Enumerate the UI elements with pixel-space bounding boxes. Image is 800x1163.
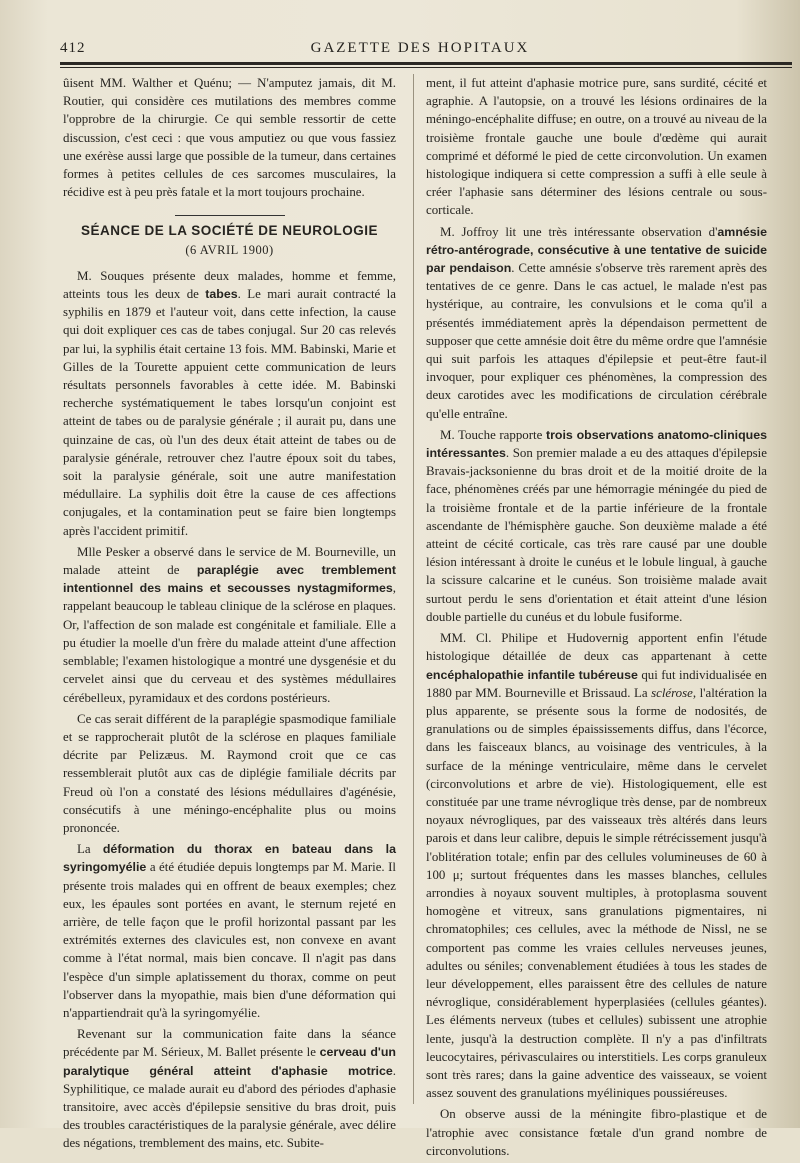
paragraph: On observe aussi de la méningite fibro-plastique et de l'atrophie avec consistance fœtale d'un grand nombre de circonvolutions. [426, 1107, 767, 1158]
text-run: MM. Cl. Philipe et Hudovernig apportent enfin l'étude histologique détaillée de deux cas appartenant à cette [426, 631, 767, 664]
keyword: cerveau d'un paralytique général atteint d'aphasie motrice [63, 1045, 396, 1078]
paragraph [426, 629, 767, 1102]
paragraph [426, 223, 767, 423]
column-divider [413, 74, 414, 1104]
text-run: , l'altération la plus apparente, se présente sous la forme de nodosités, de granulations ou de simples épaississements diffus, dans l'écorce, dans les faisceaux blancs, au voisinage des ventricules, à la surface de la méninge ventriculaire, même dans le cervelet (circonvolutions et arbre de vie). Histologiquement, elle est constituée par une trame névroglique très dense, par de nombreux noyaux névrogliques, par des vaisseaux très altérés dans leurs parois et dans leur calibre, depuis le simple rétrécissement jusqu'à l'oblitération totale; enfin par des cellules volumineuses de 60 à 100 μ; surtout fréquentes dans les masses blanches, cellules arrondies à noyaux souvent multiples, à protoplasma souvent homogène et vitreux, sans granulations pigmentaires, ni chromatophiles; ces cellules, avec la méthode de Nissl, ne se comportent pas comme les vraies cellules nerveuses jeunes, adultes ou séniles; convenablement étudiées à tous les stades de leur développement, elles paraissent être des cellules de nature névroglique, considérablement hyperplasiées (cellules géantes). Les éléments nerveux (tubes et cellules) subissent une atrophie lente, jusqu'à la destruction complète. Il n'y a pas d'infiltrats leucocytaires, périvasculaires ou interstitiels. Les corps granuleux sont très rares; dans la gaine adventice des vaisseaux, se voient assez souvent des granulations myéliniques poussiéreuses. [426, 685, 767, 1101]
text-run: , rappelant beaucoup le tableau clinique de la sclérose en plaques. Or, l'affection de son malade est congénitale et familiale. Elle a pu étudier la moelle d'un frère du malade atteint d'une affection semblable; l'examen histologique a montré une dysgenésie et du cervelet ainsi que du cerveau et des systèmes médullaires cérébelleux, pyramidaux et des cordons postérieurs. [63, 581, 396, 705]
keyword: tabes [205, 287, 238, 302]
text-run: La [77, 842, 103, 857]
text-run: . Son premier malade a eu des attaques d'épilepsie Bravais-jacksonienne du bras droit et de la moitié droite de la face, phénomènes créés par une hémorragie méningée du pied de la troisième frontale et de la partie inférieure de la frontale ascendante de l'hémisphère gauche. Son deuxième malade a été atteint de cécité corticale, cas très rare causé par une double lésion intéressant à droite le cunéus et le lobule lingual, à gauche la scissure calcarine et le cunéus. Son troisième malade avait surtout perdu le sens d'orientation et était atteint d'une lésion double partielle du cunéus et du lobule fusiforme. [426, 446, 767, 624]
text-run: M. Joffroy lit une très intéressante observation d' [440, 224, 718, 239]
left-column [63, 74, 396, 1156]
text-run: M. Touche rapporte [440, 427, 546, 442]
header-rule-thick [60, 62, 792, 65]
paragraph [426, 426, 767, 626]
section-date: (6 AVRIL 1900) [185, 242, 274, 257]
keyword: trois observations anatomo-cliniques intéressantes [426, 427, 767, 461]
section-divider [175, 215, 285, 216]
text-run: Mlle Pesker a observé dans le service de M. Bourneville, un malade atteint de [63, 544, 396, 578]
right-column [426, 74, 767, 1163]
keyword: déformation du thorax en bateau dans la syringomyélie [63, 842, 396, 875]
paragraph [63, 1025, 396, 1152]
paragraph: Ce cas serait différent de la paraplégie spasmodique familiale et se rapprocherait plutôt de la sclérose en plaques familiale décrite par Pelizæus. M. Raymond croit que ce cas ressemblerait plutôt aux cas de diplégie familiale décrits par Freud où l'on a constaté des lésions médullaires d'agénésie, consécutifs à une méningo-encéphalite plus ou moins prononcée. [63, 711, 396, 835]
text-run: . Le mari aurait contracté la syphilis en 1879 et l'auteur voit, dans cette infection, la cause qui doit expliquer ces cas de tabes conjugal. Sur 20 cas relevés par lui, la syphilis était certaine 13 fois. MM. Babinski, Marie et Gilles de la Tourette appuient cette communication de leurs résultats personnels favorables à cette idée. M. Babinski recherche systématiquement le tabes lorsqu'un conjoint est atteint de tabes ou de paralysie générale ; il aurait pu, dans une quinzaine de cas, où l'un des deux était atteint de tabes ou de paralysie générale, retrouver chez l'autre époux soit du tabes, soit la paralysie générale, soit une autre manifestation médullaire. La syphilis doit être la cause de ces affections conjugales, et la contamination peut se faire bien longtemps après l'accident primitif. [63, 287, 396, 538]
keyword: encéphalopathie infantile tubéreuse [426, 667, 638, 682]
text-run: . Cette amnésie s'observe très rarement après des tentatives de ce genre. Dans le cas actuel, le malade n'est pas hystérique, au contraire, les convulsions et le coma qu'il a présentés immédiatement après la dépendaison permettent de supposer que cette amnésie doit être du même ordre que l'amnésie qui suit parfois les attaques d'épilepsie et peut-être faut-il invoquer, pour expliquer ces phénomènes, la compression des deux carotides avec les modifications de circulation cérébrale qu'elle entraîne. [426, 261, 767, 421]
text-run: qui fut individualisée en 1880 par MM. Bourneville et Brissaud. La [426, 667, 767, 700]
text-run: Revenant sur la communication faite dans la séance précédente par M. Sérieux, M. Ballet présente le [63, 1027, 396, 1060]
page-header [60, 40, 780, 62]
paragraph [63, 267, 396, 540]
paragraph [63, 543, 396, 707]
text-run: M. Souques présente deux malades, homme et femme, atteints tous les deux de [63, 268, 396, 302]
section-title: SÉANCE DE LA SOCIÉTÉ DE NEUROLOGIE [80, 223, 379, 239]
text-run: a été étudiée depuis longtemps par M. Marie. Il présente trois malades qui en offrent de beaux exemples; chez eux, les épaules sont portées en avant, le sternum rejeté en arrière, de telle façon que le profil horizontal passant par les extrémités externes des clavicules est, non convexe en avant comme à l'état normal, mais bien concave. Il n'agit pas dans l'espèce d'un simple aplatissement du thorax, comme on peut l'observer dans la myopathie, mais bien d'une déformation qui n'appartiendrait qu'à la syringomyélie. [63, 860, 396, 1020]
italic-term: sclérose [651, 685, 693, 700]
header-rule-thin [60, 67, 792, 68]
paragraph: ment, il fut atteint d'aphasie motrice pure, sans surdité, cécité et agraphie. A l'autopsie, on a trouvé les lésions ordinaires de la méningo-encéphalite diffuse; en outre, on a trouvé au niveau de la troisième frontale gauche une boule d'œdème qui aurait comprimé et déformé le pied de cette circonvolution. Un examen histologique indiquera si cette compression a suffi à elle seule à créer l'aphasie sans déterminer des lésions centrale ou sous-corticale. [426, 76, 767, 218]
page-number: 412 [60, 40, 86, 56]
keyword: paraplégie avec tremblement intentionnel des mains et secousses nystagmiformes [63, 563, 396, 596]
text-run: . Syphilitique, ce malade aurait eu d'abord des périodes d'aphasie transitoire, avec accès d'épilepsie sensitive du bras droit, puis des troubles caractéristiques de la paralysie générale, avec délire des négations, tremblement des mains, etc. Subite- [63, 1063, 396, 1151]
paragraph: ûisent MM. Walther et Quénu; — N'amputez jamais, dit M. Routier, qui considère ces mutilations des membres comme l'opprobre de la chirurgie. Ce qui semble ressortir de cette discussion, c'est ceci : que vous amputiez ou que vous fassiez une exérèse aussi large que possible de la tumeur, dans certaines formes à petites cellules de ces sarcomes musculaires, la récidive est à peu près fatale et la mort toujours prochaine. [63, 76, 396, 200]
keyword: amnésie rétro-antérograde, consécutive à une tentative de suicide par pendaison [426, 224, 767, 276]
running-title: GAZETTE DES HOPITAUX [310, 40, 530, 56]
paragraph [63, 840, 396, 1022]
